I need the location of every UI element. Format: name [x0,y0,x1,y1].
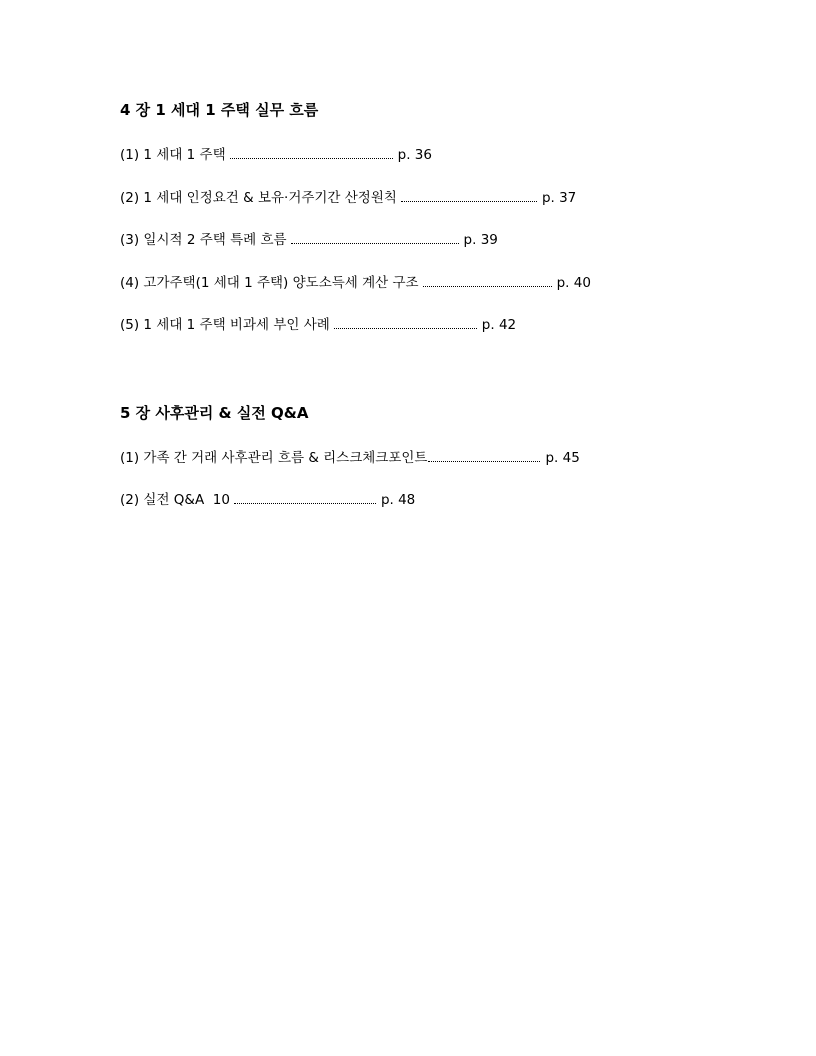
toc-entry-page: p. 39 [463,232,498,248]
toc-entry[interactable] [120,490,415,510]
toc-entry-label: (1) 1 세대 1 주택 [120,147,226,163]
toc-entry[interactable] [120,145,432,165]
toc-entry[interactable] [120,448,580,468]
chapter-title: 4 장 1 세대 1 주택 실무 흐름 [120,101,319,119]
dot-leader [334,327,477,329]
dot-leader [230,157,393,159]
toc-entry[interactable] [120,315,516,335]
dot-leader [234,502,376,504]
toc-entry-label: (3) 일시적 2 주택 특례 흐름 [120,232,287,248]
toc-entry[interactable] [120,230,498,250]
toc-entry-label: (5) 1 세대 1 주택 비과세 부인 사례 [120,317,330,333]
dot-leader [401,200,537,202]
toc-entry-label: (4) 고가주택(1 세대 1 주택) 양도소득세 계산 구조 [120,275,419,291]
chapter-title: 5 장 사후관리 & 실전 Q&A [120,404,309,422]
chapter-4 [120,99,720,333]
dot-leader [291,242,459,244]
toc-entry[interactable] [120,273,591,293]
toc-entry-page: p. 40 [556,275,591,291]
dot-leader [423,285,552,287]
toc-entry-page: p. 45 [545,450,580,466]
toc-entry-page: p. 37 [541,190,577,206]
toc-entry-label: (2) 실전 Q&A 10 [120,492,230,508]
toc-entry[interactable] [120,188,576,208]
toc-entry-label: (1) 가족 간 거래 사후관리 흐름 & 리스크체크포인트 [120,450,428,466]
dot-leader [428,460,540,462]
toc-entry-page: p. 36 [397,147,432,163]
toc-entry-page: p. 48 [380,492,416,508]
toc-entry-page: p. 42 [481,317,517,333]
chapter-5 [120,402,720,508]
toc-entry-label: (2) 1 세대 인정요건 & 보유·거주기간 산정원칙 [120,190,397,206]
